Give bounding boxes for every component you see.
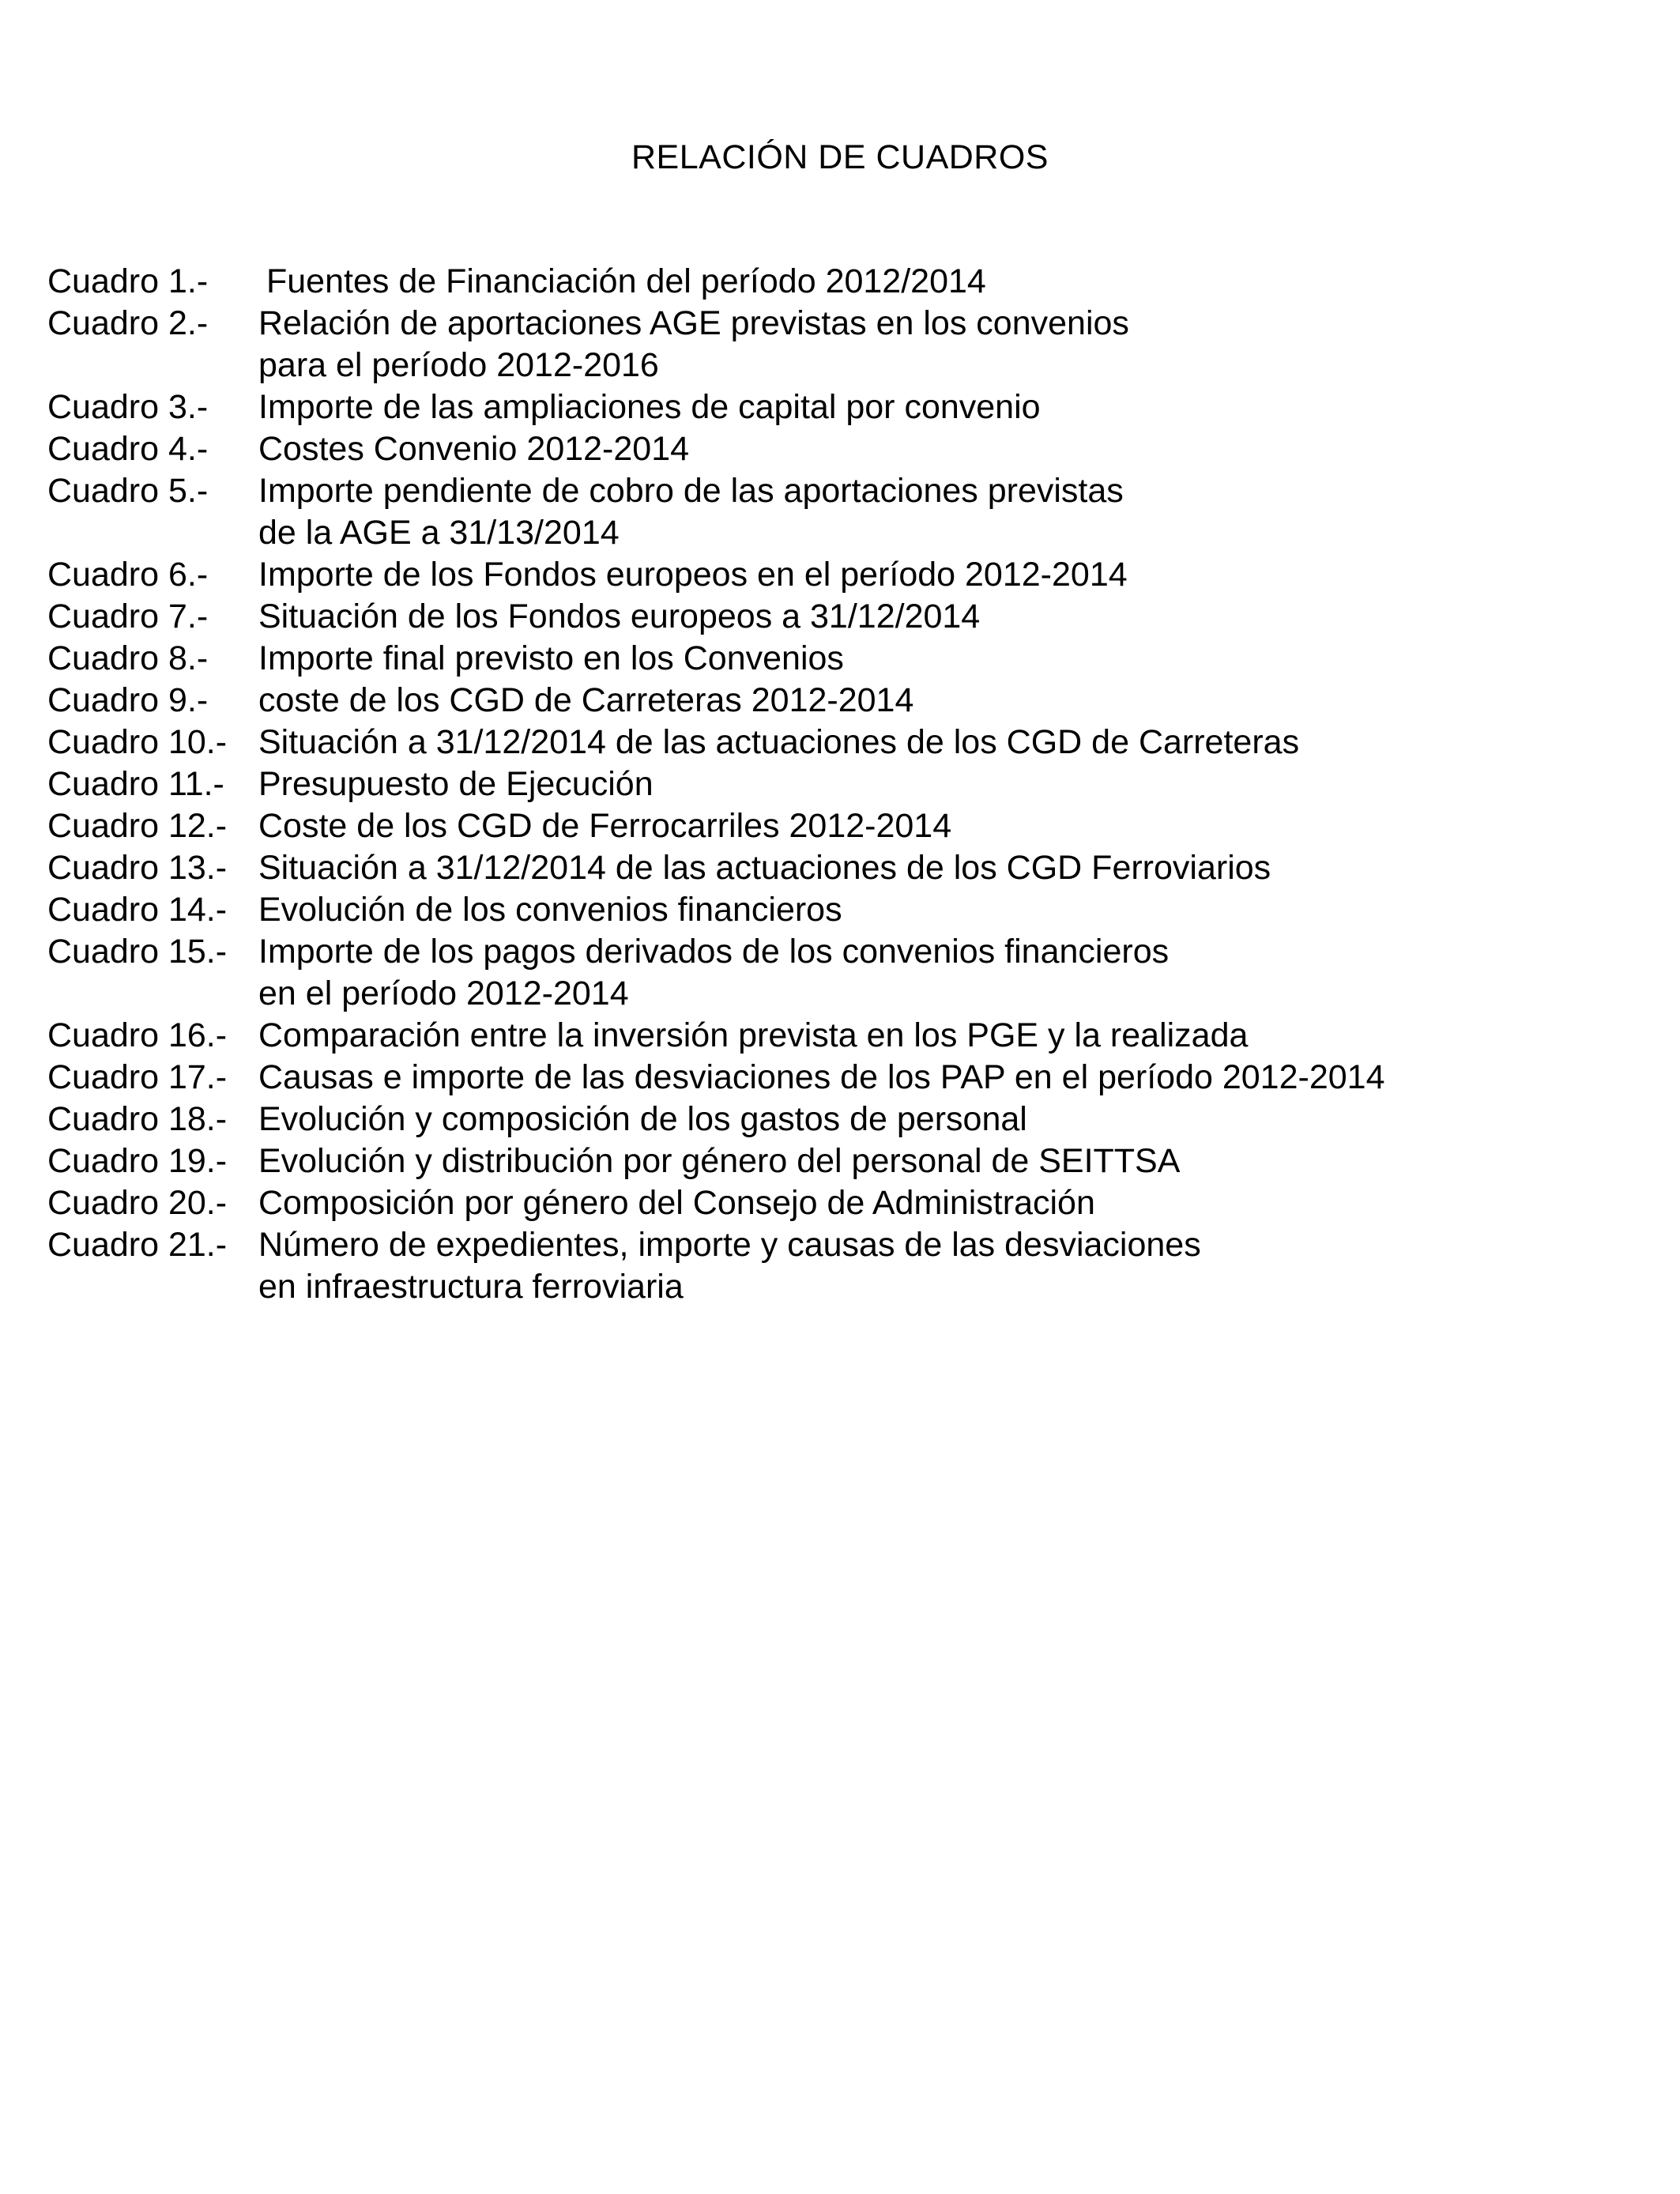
toc-entry-label: Cuadro 10.- bbox=[47, 723, 228, 761]
toc-entry-line: de la AGE a 31/13/2014 bbox=[258, 514, 620, 552]
toc-entry-label: Cuadro 1.- bbox=[47, 262, 209, 300]
toc-entry-line: Evolución de los convenios financieros bbox=[258, 891, 842, 929]
table-of-contents bbox=[47, 261, 1628, 1308]
toc-entry-line: Importe de los pagos derivados de los convenios financieros bbox=[258, 933, 1170, 971]
toc-entry-description bbox=[258, 1182, 1628, 1224]
toc-entry-description bbox=[258, 722, 1628, 763]
toc-entry bbox=[47, 805, 1628, 847]
toc-entry bbox=[47, 889, 1628, 931]
toc-entry-label: Cuadro 18.- bbox=[47, 1100, 228, 1138]
toc-entry-line: Relación de aportaciones AGE previstas en los convenios bbox=[258, 304, 1129, 342]
toc-entry-line: para el período 2012-2016 bbox=[258, 346, 659, 384]
toc-entry-label: Cuadro 12.- bbox=[47, 807, 228, 845]
toc-entry-label: Cuadro 16.- bbox=[47, 1016, 228, 1054]
toc-entry bbox=[47, 931, 1628, 1015]
toc-entry bbox=[47, 1057, 1628, 1099]
toc-entry-line: Número de expedientes, importe y causas de las desviaciones bbox=[258, 1226, 1201, 1264]
toc-entry-description bbox=[258, 1099, 1628, 1140]
toc-entry-line: Fuentes de Financiación del período 2012/2014 bbox=[266, 262, 986, 300]
toc-entry bbox=[47, 1182, 1628, 1224]
toc-entry-label: Cuadro 5.- bbox=[47, 472, 209, 510]
toc-entry bbox=[47, 1015, 1628, 1057]
toc-entry-line: Evolución y distribución por género del personal de SEITTSA bbox=[258, 1142, 1181, 1180]
toc-entry-label: Cuadro 11.- bbox=[47, 765, 224, 803]
toc-entry bbox=[47, 763, 1628, 805]
toc-entry-description bbox=[258, 1224, 1628, 1308]
toc-entry bbox=[47, 386, 1628, 428]
toc-entry-description bbox=[258, 1057, 1628, 1099]
toc-entry bbox=[47, 554, 1628, 596]
toc-entry-description bbox=[258, 931, 1628, 1015]
toc-entry-label: Cuadro 8.- bbox=[47, 639, 209, 677]
toc-entry-line: Importe de los Fondos europeos en el período 2012-2014 bbox=[258, 556, 1128, 594]
toc-entry-label: Cuadro 17.- bbox=[47, 1058, 228, 1096]
toc-entry-label: Cuadro 14.- bbox=[47, 891, 228, 929]
toc-entry bbox=[47, 470, 1628, 554]
toc-entry bbox=[47, 1224, 1628, 1308]
toc-entry-line: en el período 2012-2014 bbox=[258, 974, 629, 1012]
toc-entry-description bbox=[258, 1015, 1628, 1057]
toc-entry-description bbox=[258, 1140, 1628, 1182]
toc-entry bbox=[47, 1099, 1628, 1140]
toc-entry-label: Cuadro 20.- bbox=[47, 1184, 228, 1222]
toc-entry-label: Cuadro 7.- bbox=[47, 598, 209, 635]
toc-entry-line: Causas e importe de las desviaciones de los PAP en el período 2012-2014 bbox=[258, 1058, 1385, 1096]
toc-entry-description bbox=[258, 470, 1628, 554]
toc-entry-line: Composición por género del Consejo de Administración bbox=[258, 1184, 1095, 1222]
toc-entry bbox=[47, 303, 1628, 386]
toc-entry bbox=[47, 722, 1628, 763]
toc-entry-description bbox=[258, 680, 1628, 722]
toc-entry bbox=[47, 1140, 1628, 1182]
page-title: RELACIÓN DE CUADROS bbox=[631, 138, 1049, 176]
toc-entry bbox=[47, 428, 1628, 470]
toc-entry bbox=[47, 596, 1628, 638]
toc-entry-label: Cuadro 21.- bbox=[47, 1226, 228, 1264]
toc-entry-line: en infraestructura ferroviaria bbox=[258, 1268, 684, 1306]
toc-entry-line: Importe de las ampliaciones de capital por convenio bbox=[258, 388, 1041, 426]
toc-entry-label: Cuadro 3.- bbox=[47, 388, 209, 426]
toc-entry-description bbox=[258, 763, 1628, 805]
toc-entry bbox=[47, 847, 1628, 889]
toc-entry-label: Cuadro 13.- bbox=[47, 849, 228, 887]
toc-entry bbox=[47, 261, 1628, 303]
toc-entry bbox=[47, 638, 1628, 680]
toc-entry-description bbox=[258, 805, 1628, 847]
toc-entry-label: Cuadro 19.- bbox=[47, 1142, 228, 1180]
toc-entry-description bbox=[258, 386, 1628, 428]
toc-entry-line: Importe pendiente de cobro de las aportaciones previstas bbox=[258, 472, 1124, 510]
toc-entry-description bbox=[258, 428, 1628, 470]
toc-entry-label: Cuadro 15.- bbox=[47, 933, 228, 971]
toc-entry-line: Costes Convenio 2012-2014 bbox=[258, 430, 690, 468]
toc-entry-line: Importe final previsto en los Convenios bbox=[258, 639, 844, 677]
toc-entry-line: Situación de los Fondos europeos a 31/12/2014 bbox=[258, 598, 981, 635]
toc-entry-line: Presupuesto de Ejecución bbox=[258, 765, 654, 803]
toc-entry-line: Situación a 31/12/2014 de las actuaciones de los CGD de Carreteras bbox=[258, 723, 1300, 761]
toc-entry-description bbox=[258, 303, 1628, 386]
toc-entry-line: Situación a 31/12/2014 de las actuaciones de los CGD Ferroviarios bbox=[258, 849, 1271, 887]
toc-entry-description bbox=[258, 554, 1628, 596]
toc-entry-line: Coste de los CGD de Ferrocarriles 2012-2014 bbox=[258, 807, 952, 845]
toc-entry-label: Cuadro 9.- bbox=[47, 681, 209, 719]
toc-entry-line: coste de los CGD de Carreteras 2012-2014 bbox=[258, 681, 914, 719]
toc-entry-description bbox=[258, 847, 1628, 889]
toc-entry-description bbox=[258, 889, 1628, 931]
toc-entry bbox=[47, 680, 1628, 722]
toc-entry-description bbox=[258, 596, 1628, 638]
toc-entry-line: Evolución y composición de los gastos de personal bbox=[258, 1100, 1027, 1138]
toc-entry-line: Comparación entre la inversión prevista en los PGE y la realizada bbox=[258, 1016, 1249, 1054]
toc-entry-label: Cuadro 4.- bbox=[47, 430, 209, 468]
toc-entry-label: Cuadro 2.- bbox=[47, 304, 209, 342]
toc-entry-description bbox=[258, 261, 1628, 303]
toc-entry-description bbox=[258, 638, 1628, 680]
toc-entry-label: Cuadro 6.- bbox=[47, 556, 209, 594]
